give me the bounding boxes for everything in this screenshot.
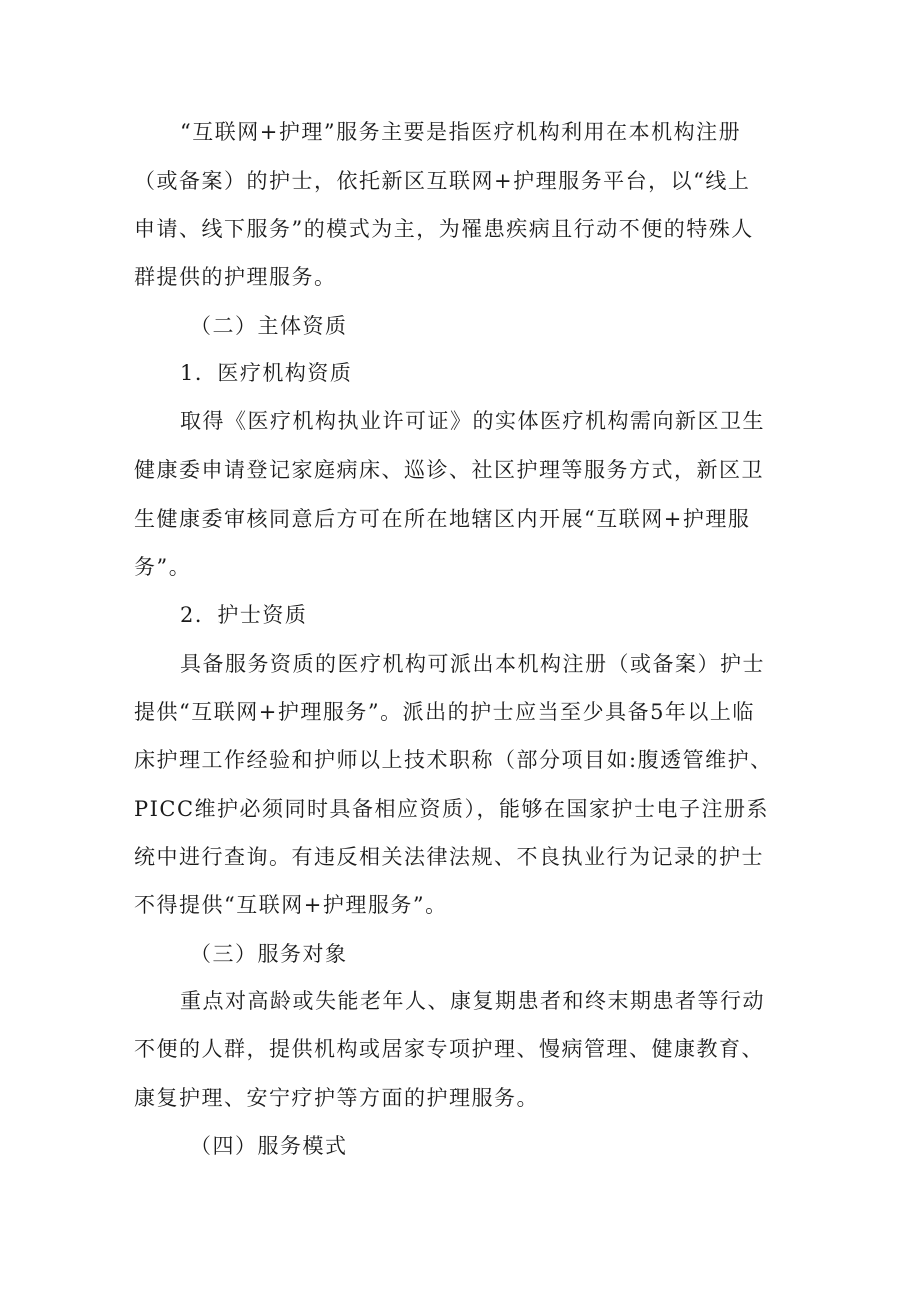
paragraph-nurse-line: 床护理工作经验和护师以上技术职称（部分项目如:腹透管维护、: [134, 748, 773, 772]
paragraph-intro-line: “互联网+护理”服务主要是指医疗机构利用在本机构注册: [180, 120, 742, 144]
paragraph-target-line: 康复护理、安宁疗护等方面的护理服务。: [134, 1086, 539, 1110]
paragraph-institution-line: 取得《医疗机构执业许可证》的实体医疗机构需向新区卫生: [180, 409, 765, 433]
paragraph-target-line: 不便的人群，提供机构或居家专项护理、慢病管理、健康教育、: [134, 1037, 764, 1061]
paragraph-institution-line: 生健康委审核同意后方可在所在地辖区内开展“互联网+护理服: [134, 507, 751, 531]
paragraph-nurse-line: 不得提供“互联网+护理服务”。: [134, 893, 448, 917]
section-heading-4: （四）服务模式: [190, 1134, 348, 1158]
subsection-heading-2: 2．护士资质: [180, 603, 308, 627]
paragraph-nurse-line: 提供“互联网+护理服务”。派出的护士应当至少具备5年以上临: [134, 700, 755, 724]
paragraph-nurse-line: 具备服务资质的医疗机构可派出本机构注册（或备案）护士: [180, 652, 765, 676]
paragraph-nurse-line: 统中进行查询。有违反相关法律法规、不良执业行为记录的护士: [134, 845, 764, 869]
paragraph-institution-line: 健康委申请登记家庭病床、巡诊、社区护理等服务方式，新区卫: [134, 458, 764, 482]
paragraph-nurse-line: PICC维护必须同时具备相应资质），能够在国家护士电子注册系: [134, 797, 770, 821]
paragraph-intro-line: 申请、线下服务”的模式为主，为罹患疾病且行动不便的特殊人: [134, 217, 754, 241]
section-heading-2: （二）主体资质: [190, 314, 348, 338]
section-heading-3: （三）服务对象: [190, 942, 348, 966]
paragraph-intro-line: 群提供的护理服务。: [134, 265, 337, 289]
paragraph-institution-line: 务”。: [134, 555, 192, 579]
paragraph-target-line: 重点对高龄或失能老年人、康复期患者和终末期患者等行动: [180, 989, 765, 1013]
subsection-heading-1: 1．医疗机构资质: [180, 361, 353, 385]
paragraph-intro-line: （或备案）的护士，依托新区互联网+护理服务平台，以“线上: [134, 169, 751, 193]
